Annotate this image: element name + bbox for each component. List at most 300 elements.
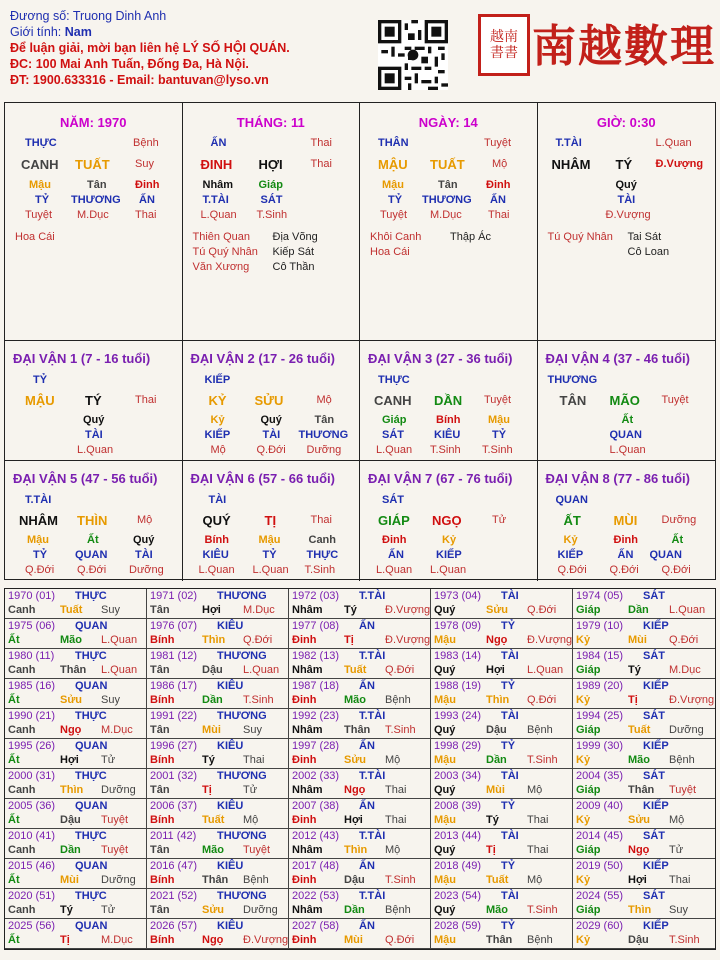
year-can: Tân [150, 904, 170, 916]
year-label: 1990 (21) [8, 710, 56, 722]
year-stage: Thai [385, 814, 407, 826]
hidden-god: ẤN [617, 549, 634, 561]
year-can: Tân [150, 784, 170, 796]
chart-header [10, 8, 290, 88]
year-stage: Bệnh [527, 934, 553, 946]
star-left: Hoa Cái [15, 231, 55, 243]
year-stage: L.Quan [101, 634, 138, 646]
contact-line-3: ĐT: 1900.633316 - Email: bantuvan@lyso.vn [10, 73, 269, 87]
year-god: THƯƠNG [217, 590, 267, 602]
hidden-god: THỰC [306, 549, 339, 561]
year-can: Bính [150, 634, 175, 646]
year-stage: Tuyệt [101, 844, 129, 856]
year-chi: Tị [628, 694, 638, 706]
year-stage: Tử [243, 784, 258, 796]
year-can: Tân [150, 604, 170, 616]
year-label: 2018 (49) [434, 860, 482, 872]
year-chi: Mùi [202, 724, 221, 736]
dai-van-8 [538, 461, 716, 581]
dai-van-title: ĐẠI VẬN 3 (27 - 36 tuổi) [368, 351, 513, 366]
year-can: Đinh [292, 754, 317, 766]
year-can: Đinh [292, 634, 317, 646]
year-label: 2009 (40) [576, 800, 624, 812]
year-stage: Mộ [527, 874, 543, 886]
hidden-stage: M.Dục [77, 209, 109, 221]
year-stage: T.Sinh [385, 724, 416, 736]
star-right: Địa Võng [272, 231, 318, 243]
year-stage: Dưỡng [669, 724, 704, 736]
year-god: KIẾP [643, 680, 669, 692]
year-god: TÀI [501, 710, 519, 722]
year-chi: Sửu [486, 604, 509, 616]
year-chi: Thìn [486, 694, 510, 706]
star-left: Thiên Quan [192, 231, 250, 243]
year-cell [5, 889, 147, 919]
year-can: Giáp [576, 664, 601, 676]
year-chi: Tuất [202, 814, 225, 826]
dai-van-7 [360, 461, 538, 581]
pillar-top-stage: Tuyệt [484, 137, 512, 149]
dai-van-can: ẤT [563, 513, 581, 528]
year-label: 1973 (04) [434, 590, 482, 602]
pillar-title: NĂM: 1970 [60, 115, 127, 130]
year-god: TỶ [501, 920, 516, 932]
year-chi: Sửu [344, 754, 367, 766]
hidden-god: SÁT [382, 429, 404, 441]
year-god: SÁT [643, 590, 665, 602]
year-can: Bính [150, 934, 175, 946]
year-god: KIÊU [217, 740, 244, 752]
dai-van-god: T.TÀI [25, 494, 52, 506]
year-stage: Đ.Vượng [385, 604, 431, 616]
year-stage: Q.Đới [669, 634, 699, 646]
year-chi: Sửu [202, 904, 225, 916]
hidden-stage: Tuyệt [25, 209, 53, 221]
dai-van-title: ĐẠI VẬN 4 (37 - 46 tuổi) [545, 351, 690, 366]
year-god: TỶ [501, 680, 516, 692]
dai-van-stage: Dưỡng [661, 514, 697, 526]
hidden-stage: L.Quan [252, 564, 289, 576]
year-cell [431, 679, 573, 709]
hidden-stage: L.Quan [77, 444, 114, 456]
year-can: Đinh [292, 874, 317, 886]
hidden-can: Kỷ [563, 534, 578, 546]
hidden-can: Quý [260, 414, 282, 426]
year-label: 2001 (32) [150, 770, 198, 782]
year-cell [147, 769, 289, 799]
pillar-can: ĐINH [200, 157, 233, 172]
year-can: Ất [8, 754, 20, 766]
hidden-god: QUAN [609, 429, 642, 441]
year-stage: L.Quan [243, 664, 280, 676]
year-cell [573, 829, 715, 859]
hidden-can: Giáp [258, 179, 283, 191]
year-god: ẤN [359, 860, 375, 872]
year-can: Ất [8, 694, 20, 706]
year-chi: Thìn [628, 904, 652, 916]
year-stage: Tuyệt [669, 784, 697, 796]
dai-van-title: ĐẠI VẬN 2 (17 - 26 tuổi) [190, 351, 335, 366]
contact-line-1: Để luận giải, mời bạn liên hệ LÝ SỐ HỘI QUÁN. [10, 41, 290, 55]
year-cell [289, 799, 431, 829]
year-god: KIẾP [643, 620, 669, 632]
hidden-can: Mậu [27, 534, 49, 546]
year-stage: Dưỡng [101, 874, 136, 886]
year-chi: Ngọ [60, 724, 82, 736]
year-god: TÀI [501, 830, 519, 842]
dai-van-can: TÂN [559, 393, 587, 408]
year-god: TÀI [501, 590, 519, 602]
year-stage: Q.Đới [527, 604, 557, 616]
year-can: Đinh [292, 814, 317, 826]
year-cell [5, 799, 147, 829]
year-chi: Mão [60, 634, 82, 646]
year-cell [147, 889, 289, 919]
year-label: 1994 (25) [576, 710, 624, 722]
dai-van-can: CANH [374, 393, 412, 408]
year-chi: Thìn [60, 784, 84, 796]
year-god: T.TÀI [359, 830, 386, 842]
seal-stamp [478, 14, 530, 76]
year-stage: T.Sinh [527, 754, 558, 766]
year-label: 1983 (14) [434, 650, 482, 662]
year-can: Kỷ [576, 814, 591, 826]
year-stage: Thai [385, 784, 407, 796]
year-god: KIẾP [643, 860, 669, 872]
pillar-stage: Thai [310, 158, 332, 170]
hidden-god: KIẾP [204, 429, 231, 441]
year-stage: Bệnh [243, 874, 269, 886]
year-cell [147, 739, 289, 769]
year-stage: Q.Đới [243, 634, 273, 646]
dai-van-can: MẬU [25, 393, 55, 408]
year-cell [147, 859, 289, 889]
year-cell [573, 649, 715, 679]
year-label: 1982 (13) [292, 650, 340, 662]
year-can: Quý [434, 904, 456, 916]
year-stage: Q.Đới [385, 934, 415, 946]
year-cell [431, 829, 573, 859]
year-god: THƯƠNG [217, 650, 267, 662]
year-can: Mậu [434, 634, 456, 646]
year-label: 2011 (42) [150, 830, 197, 842]
hidden-god: KIÊU [434, 429, 461, 441]
year-stage: Đ.Vượng [669, 694, 715, 706]
dai-van-chi: MÙI [613, 513, 638, 528]
hidden-can: Tân [314, 414, 335, 426]
year-label: 1984 (15) [576, 650, 624, 662]
year-cell [5, 619, 147, 649]
year-god: QUAN [75, 860, 108, 872]
year-label: 2023 (54) [434, 890, 482, 902]
dai-van-god: TỶ [33, 374, 48, 386]
year-can: Giáp [576, 904, 601, 916]
year-label: 1975 (06) [8, 620, 56, 632]
year-cell [573, 769, 715, 799]
year-label: 2020 (51) [8, 890, 56, 902]
year-label: 2002 (33) [292, 770, 340, 782]
star-left: Khôi Canh [370, 231, 422, 243]
pillar-day [360, 103, 538, 341]
year-god: KIẾP [643, 800, 669, 812]
hidden-can: Đinh [382, 534, 407, 546]
year-chi: Mùi [60, 874, 79, 886]
hidden-can: Mậu [488, 414, 510, 426]
hidden-stage: L.Quan [376, 444, 413, 456]
pillar-god: ẤN [210, 137, 227, 149]
year-chi: Thìn [344, 844, 368, 856]
year-chi: Thìn [202, 634, 226, 646]
year-label: 1979 (10) [576, 620, 624, 632]
chart-grid [4, 102, 716, 580]
year-chi: Mão [628, 754, 650, 766]
star-left: Văn Xương [192, 261, 250, 273]
year-label: 1992 (23) [292, 710, 340, 722]
year-chi: Mão [486, 904, 508, 916]
year-chi: Dần [202, 694, 223, 706]
year-stage: Đ.Vượng [527, 634, 573, 646]
year-god: KIÊU [217, 920, 244, 932]
year-can: Nhâm [292, 904, 323, 916]
year-god: QUAN [75, 920, 108, 932]
hidden-can: Kỷ [210, 414, 225, 426]
hidden-can: Mậu [258, 534, 281, 546]
year-god: TỶ [501, 860, 516, 872]
dai-van-chi: THÌN [77, 513, 108, 528]
year-label: 1986 (17) [150, 680, 198, 692]
year-god: THƯƠNG [217, 830, 267, 842]
year-stage: Tử [101, 754, 116, 766]
year-can: Nhâm [292, 784, 323, 796]
year-stage: T.Sinh [527, 904, 558, 916]
year-can: Nhâm [292, 724, 323, 736]
year-stage: L.Quan [527, 664, 564, 676]
year-god: ẤN [359, 740, 375, 752]
year-cell [431, 889, 573, 919]
year-cell [431, 709, 573, 739]
year-label: 2005 (36) [8, 800, 56, 812]
year-stage: Mộ [385, 754, 401, 766]
hidden-can: Mậu [382, 179, 404, 191]
year-stage: Suy [669, 904, 688, 916]
year-cell [147, 799, 289, 829]
year-label: 2027 (58) [292, 920, 340, 932]
year-god: T.TÀI [359, 770, 386, 782]
hidden-god: THƯƠNG [422, 194, 472, 206]
year-label: 1998 (29) [434, 740, 482, 752]
year-stage: T.Sinh [669, 934, 700, 946]
year-stage: Mộ [243, 814, 259, 826]
year-chi: Tý [60, 904, 73, 916]
year-chi: Tị [202, 784, 212, 796]
hidden-can: Quý [83, 414, 105, 426]
hidden-god: QUAN [649, 549, 682, 561]
year-chi: Thân [344, 724, 371, 736]
year-stage: Đ.Vượng [243, 934, 289, 946]
year-god: TỶ [501, 800, 516, 812]
hidden-god: ẤN [388, 549, 404, 561]
year-god: KIẾP [643, 920, 669, 932]
hidden-god: KIÊU [202, 549, 229, 561]
qr-code-icon [378, 20, 448, 90]
year-chi: Tị [344, 634, 354, 646]
dai-van-stage: Mộ [316, 394, 332, 406]
star-right: Kiếp Sát [272, 246, 315, 258]
year-label: 2021 (52) [150, 890, 198, 902]
year-god: KIÊU [217, 860, 244, 872]
year-cell [573, 709, 715, 739]
pillar-god: T.TÀI [555, 137, 582, 149]
year-chi: Thân [628, 784, 655, 796]
year-can: Mậu [434, 754, 456, 766]
gender-label: Giới tính: [10, 25, 65, 39]
hidden-stage: T.Sinh [430, 444, 461, 456]
year-can: Kỷ [576, 754, 591, 766]
year-chi: Tý [202, 754, 215, 766]
dai-van-title: ĐẠI VẬN 1 (7 - 16 tuổi) [13, 351, 151, 366]
year-cell [289, 919, 431, 949]
year-can: Canh [8, 904, 36, 916]
year-chi: Hợi [486, 664, 505, 676]
year-chi: Sửu [60, 694, 83, 706]
year-can: Ất [8, 874, 20, 886]
year-stage: Q.Đới [527, 694, 557, 706]
year-cell [5, 739, 147, 769]
hidden-stage: Q.Đới [256, 444, 286, 456]
gender-value: Nam [64, 25, 92, 39]
year-god: T.TÀI [359, 890, 386, 902]
year-label: 1977 (08) [292, 620, 340, 632]
year-stage: Bệnh [527, 724, 553, 736]
year-label: 2028 (59) [434, 920, 482, 932]
year-chi: Hợi [202, 604, 221, 616]
year-cell [573, 859, 715, 889]
dai-van-3 [360, 341, 538, 461]
hidden-stage: Tuyệt [380, 209, 408, 221]
hidden-can: Ất [671, 534, 684, 546]
year-can: Tân [150, 724, 170, 736]
hidden-can: Tân [87, 179, 107, 191]
hidden-can: Quý [133, 534, 155, 546]
dai-van-chi: NGỌ [432, 513, 462, 528]
year-cell [431, 739, 573, 769]
hidden-god: TỶ [492, 429, 507, 441]
hidden-can: Đinh [613, 534, 638, 546]
year-god: SÁT [643, 890, 665, 902]
year-stage: L.Quan [669, 604, 706, 616]
year-stage: T.Sinh [385, 874, 416, 886]
year-cell [5, 649, 147, 679]
seal-text: 越南 書書 [490, 29, 518, 61]
pillar-can: CANH [21, 157, 59, 172]
hidden-can: Nhâm [202, 179, 234, 191]
hidden-stage: Q.Đới [25, 564, 55, 576]
year-can: Quý [434, 784, 456, 796]
year-stage: Bệnh [385, 904, 411, 916]
year-cell [573, 739, 715, 769]
star-right: Cô Thần [272, 261, 315, 273]
year-cell [289, 739, 431, 769]
year-can: Quý [434, 844, 456, 856]
dai-van-stage: Tuyệt [661, 394, 689, 406]
year-stage: M.Dục [101, 934, 133, 946]
year-chi: Hợi [344, 814, 363, 826]
hidden-stage: L.Quan [609, 444, 646, 456]
dai-van-stage: Thai [310, 514, 332, 526]
pillar-title: THÁNG: 11 [236, 115, 305, 130]
year-chi: Tuất [628, 724, 651, 736]
year-chi: Tý [486, 814, 499, 826]
pillar-month [183, 103, 361, 341]
year-chi: Tị [60, 934, 70, 946]
year-stage: Suy [101, 694, 120, 706]
year-can: Giáp [576, 724, 601, 736]
year-god: TÀI [501, 770, 519, 782]
year-god: ẤN [359, 680, 375, 692]
hidden-can: Kỷ [442, 534, 457, 546]
year-cell [289, 829, 431, 859]
year-cell [431, 649, 573, 679]
year-label: 1987 (18) [292, 680, 340, 692]
year-label: 2012 (43) [292, 830, 340, 842]
year-god: QUAN [75, 680, 108, 692]
year-chi: Mùi [628, 634, 647, 646]
dai-van-2 [183, 341, 361, 461]
year-chi: Thân [202, 874, 229, 886]
year-stage: T.Sinh [243, 694, 274, 706]
pillar-stage: Đ.Vượng [655, 158, 704, 170]
year-label: 1972 (03) [292, 590, 340, 602]
year-can: Tân [150, 844, 170, 856]
hidden-stage: T.Sinh [482, 444, 513, 456]
year-label: 1974 (05) [576, 590, 624, 602]
year-cell [147, 919, 289, 949]
year-cell [573, 679, 715, 709]
dai-van-god: THƯƠNG [547, 374, 598, 386]
year-stage: L.Quan [101, 664, 138, 676]
hidden-can: Mậu [29, 179, 51, 191]
year-label: 1980 (11) [8, 650, 55, 662]
year-cell [573, 889, 715, 919]
hidden-stage: T.Sinh [304, 564, 336, 576]
pillar-top-stage: L.Quan [655, 137, 692, 149]
year-can: Quý [434, 604, 456, 616]
dai-van-1 [5, 341, 183, 461]
year-stage: Tử [669, 844, 684, 856]
year-cell [573, 619, 715, 649]
hidden-god: TỶ [262, 549, 277, 561]
year-cell [289, 619, 431, 649]
year-god: T.TÀI [359, 590, 386, 602]
year-god: T.TÀI [359, 710, 386, 722]
hidden-can: Bính [204, 534, 229, 546]
year-label: 2025 (56) [8, 920, 56, 932]
pillar-top-stage: Thai [310, 137, 332, 149]
year-god: QUAN [75, 620, 108, 632]
dai-van-title: ĐẠI VẬN 5 (47 - 56 tuổi) [13, 471, 158, 486]
year-god: ẤN [359, 620, 375, 632]
year-god: ẤN [359, 800, 375, 812]
year-label: 1997 (28) [292, 740, 340, 752]
hidden-can: Tân [438, 179, 458, 191]
year-cell [431, 859, 573, 889]
hidden-god: THƯƠNG [298, 429, 349, 441]
year-cell [431, 799, 573, 829]
pillar-can: NHÂM [551, 157, 591, 172]
year-cell [289, 679, 431, 709]
year-stage: Thai [527, 844, 549, 856]
hidden-stage: Dưỡng [306, 444, 342, 456]
